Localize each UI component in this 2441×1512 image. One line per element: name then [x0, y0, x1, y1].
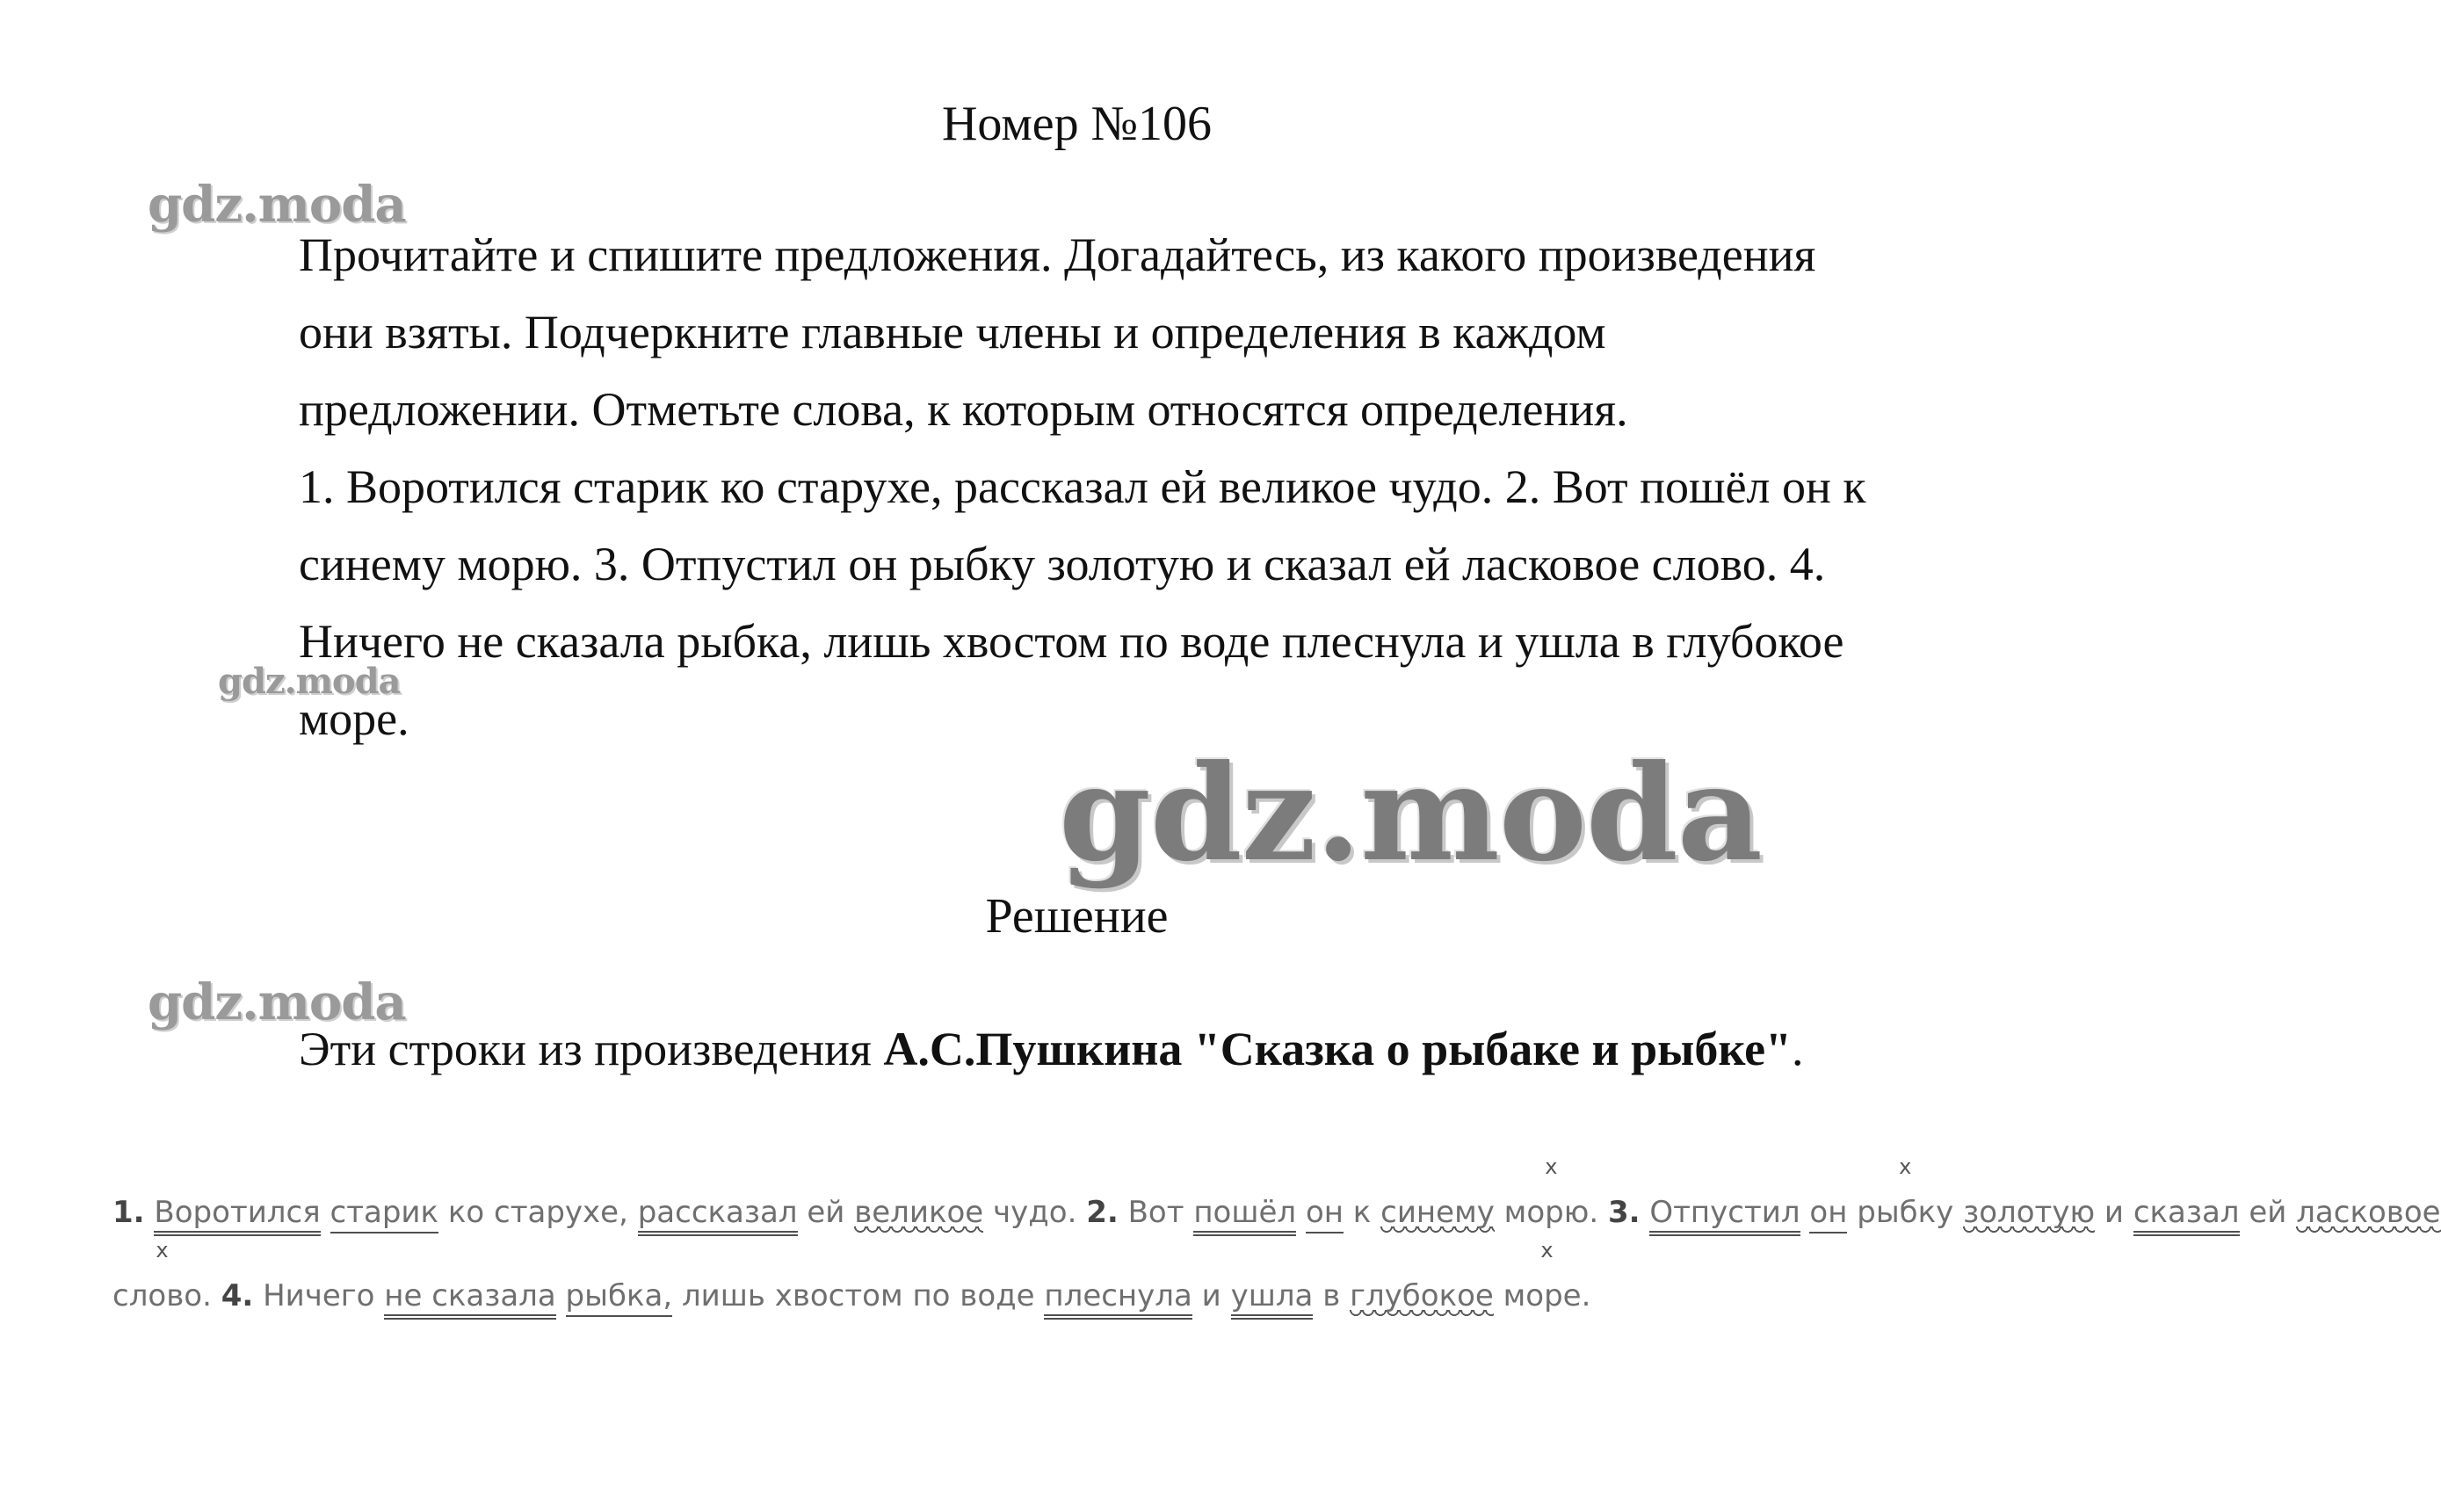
answer-prefix: Эти строки из произведения	[299, 1023, 884, 1075]
modified-word-mark: x	[1545, 1154, 1558, 1179]
predicate-word: Отпустил	[1649, 1195, 1800, 1236]
plain-word: слово. x	[112, 1238, 212, 1313]
predicate-word: плеснула	[1044, 1278, 1192, 1320]
parsing-line-2	[112, 1238, 2107, 1320]
attribute-word: великое	[854, 1195, 983, 1235]
watermark-logo-large: gdz.moda	[1059, 736, 1763, 891]
plain-word: море. x	[1503, 1238, 1591, 1313]
task-instructions: Прочитайте и спишите предложения. Догадайтесь, из какого произведения они взяты. Подчеркните главные члены и определения в каждом предложении. Отметьте слова, к которым относятся определения.	[299, 228, 1816, 436]
attribute-word: глубокое	[1350, 1278, 1494, 1319]
predicate-word: пошёл	[1193, 1195, 1296, 1236]
parsing-line-1	[112, 1154, 2441, 1236]
plain-word: к	[1352, 1195, 1372, 1230]
sentence-number: 1.	[112, 1195, 145, 1230]
plain-word: рыбку x	[1857, 1154, 1954, 1230]
attribute-word: ласковое	[2296, 1195, 2440, 1235]
answer-source: А.С.Пушкина "Сказка о рыбаке и рыбке"	[883, 1023, 1793, 1075]
answer-suffix: .	[1792, 1023, 1804, 1075]
task-sentences: 1. Воротился старик ко старухе, рассказал ей великое чудо. 2. Вот пошёл он к синему морю. 3. Отпустил он рыбку золотую и сказал ей ласковое слово. 4. Ничего не сказала рыбка, лишь хвостом по воде плеснула и ушла в глубокое море.	[299, 460, 1866, 745]
subject-word: он	[1809, 1195, 1847, 1233]
predicate-word: ушла	[1231, 1278, 1314, 1320]
modified-word-mark: x	[1899, 1154, 1912, 1179]
sentence-number: 4.	[221, 1278, 254, 1313]
attribute-word: золотую	[1963, 1195, 2095, 1235]
task-block	[299, 216, 1898, 757]
plain-word: морю. x	[1503, 1154, 1599, 1230]
watermark-logo: gdz.moda	[148, 176, 406, 234]
plain-word: и	[2104, 1195, 2125, 1230]
solution-heading: Решение	[985, 889, 1169, 944]
sentence-number: 3.	[1607, 1195, 1641, 1230]
plain-word: в	[1322, 1278, 1341, 1313]
subject-word: рыбка,	[566, 1278, 673, 1317]
page-title: Номер №106	[941, 97, 1213, 151]
predicate-word: не сказала	[384, 1278, 556, 1320]
watermark-logo: gdz.moda	[148, 973, 406, 1031]
plain-word: ей	[807, 1195, 845, 1230]
sentence-number: 2.	[1086, 1195, 1119, 1230]
subject-word: он	[1306, 1195, 1344, 1233]
modified-word-mark: x	[1540, 1238, 1554, 1262]
plain-word: и	[1201, 1278, 1221, 1313]
plain-word: ко старухе,	[447, 1195, 628, 1230]
answer-text	[299, 1010, 1898, 1088]
plain-word: Вот	[1127, 1195, 1184, 1230]
plain-word: чудо.	[993, 1195, 1077, 1230]
attribute-word: синему	[1380, 1195, 1495, 1235]
subject-word: старик	[330, 1195, 439, 1233]
predicate-word: сказал	[2133, 1195, 2240, 1236]
modified-word-mark: x	[156, 1238, 169, 1262]
plain-word: лишь хвостом по воде	[681, 1278, 1035, 1313]
predicate-word: Воротился	[154, 1195, 320, 1236]
plain-word: Ничего	[263, 1278, 375, 1313]
predicate-word: рассказал	[638, 1195, 798, 1236]
watermark-logo: gdz.moda	[218, 661, 401, 702]
plain-word: ей	[2249, 1195, 2287, 1230]
